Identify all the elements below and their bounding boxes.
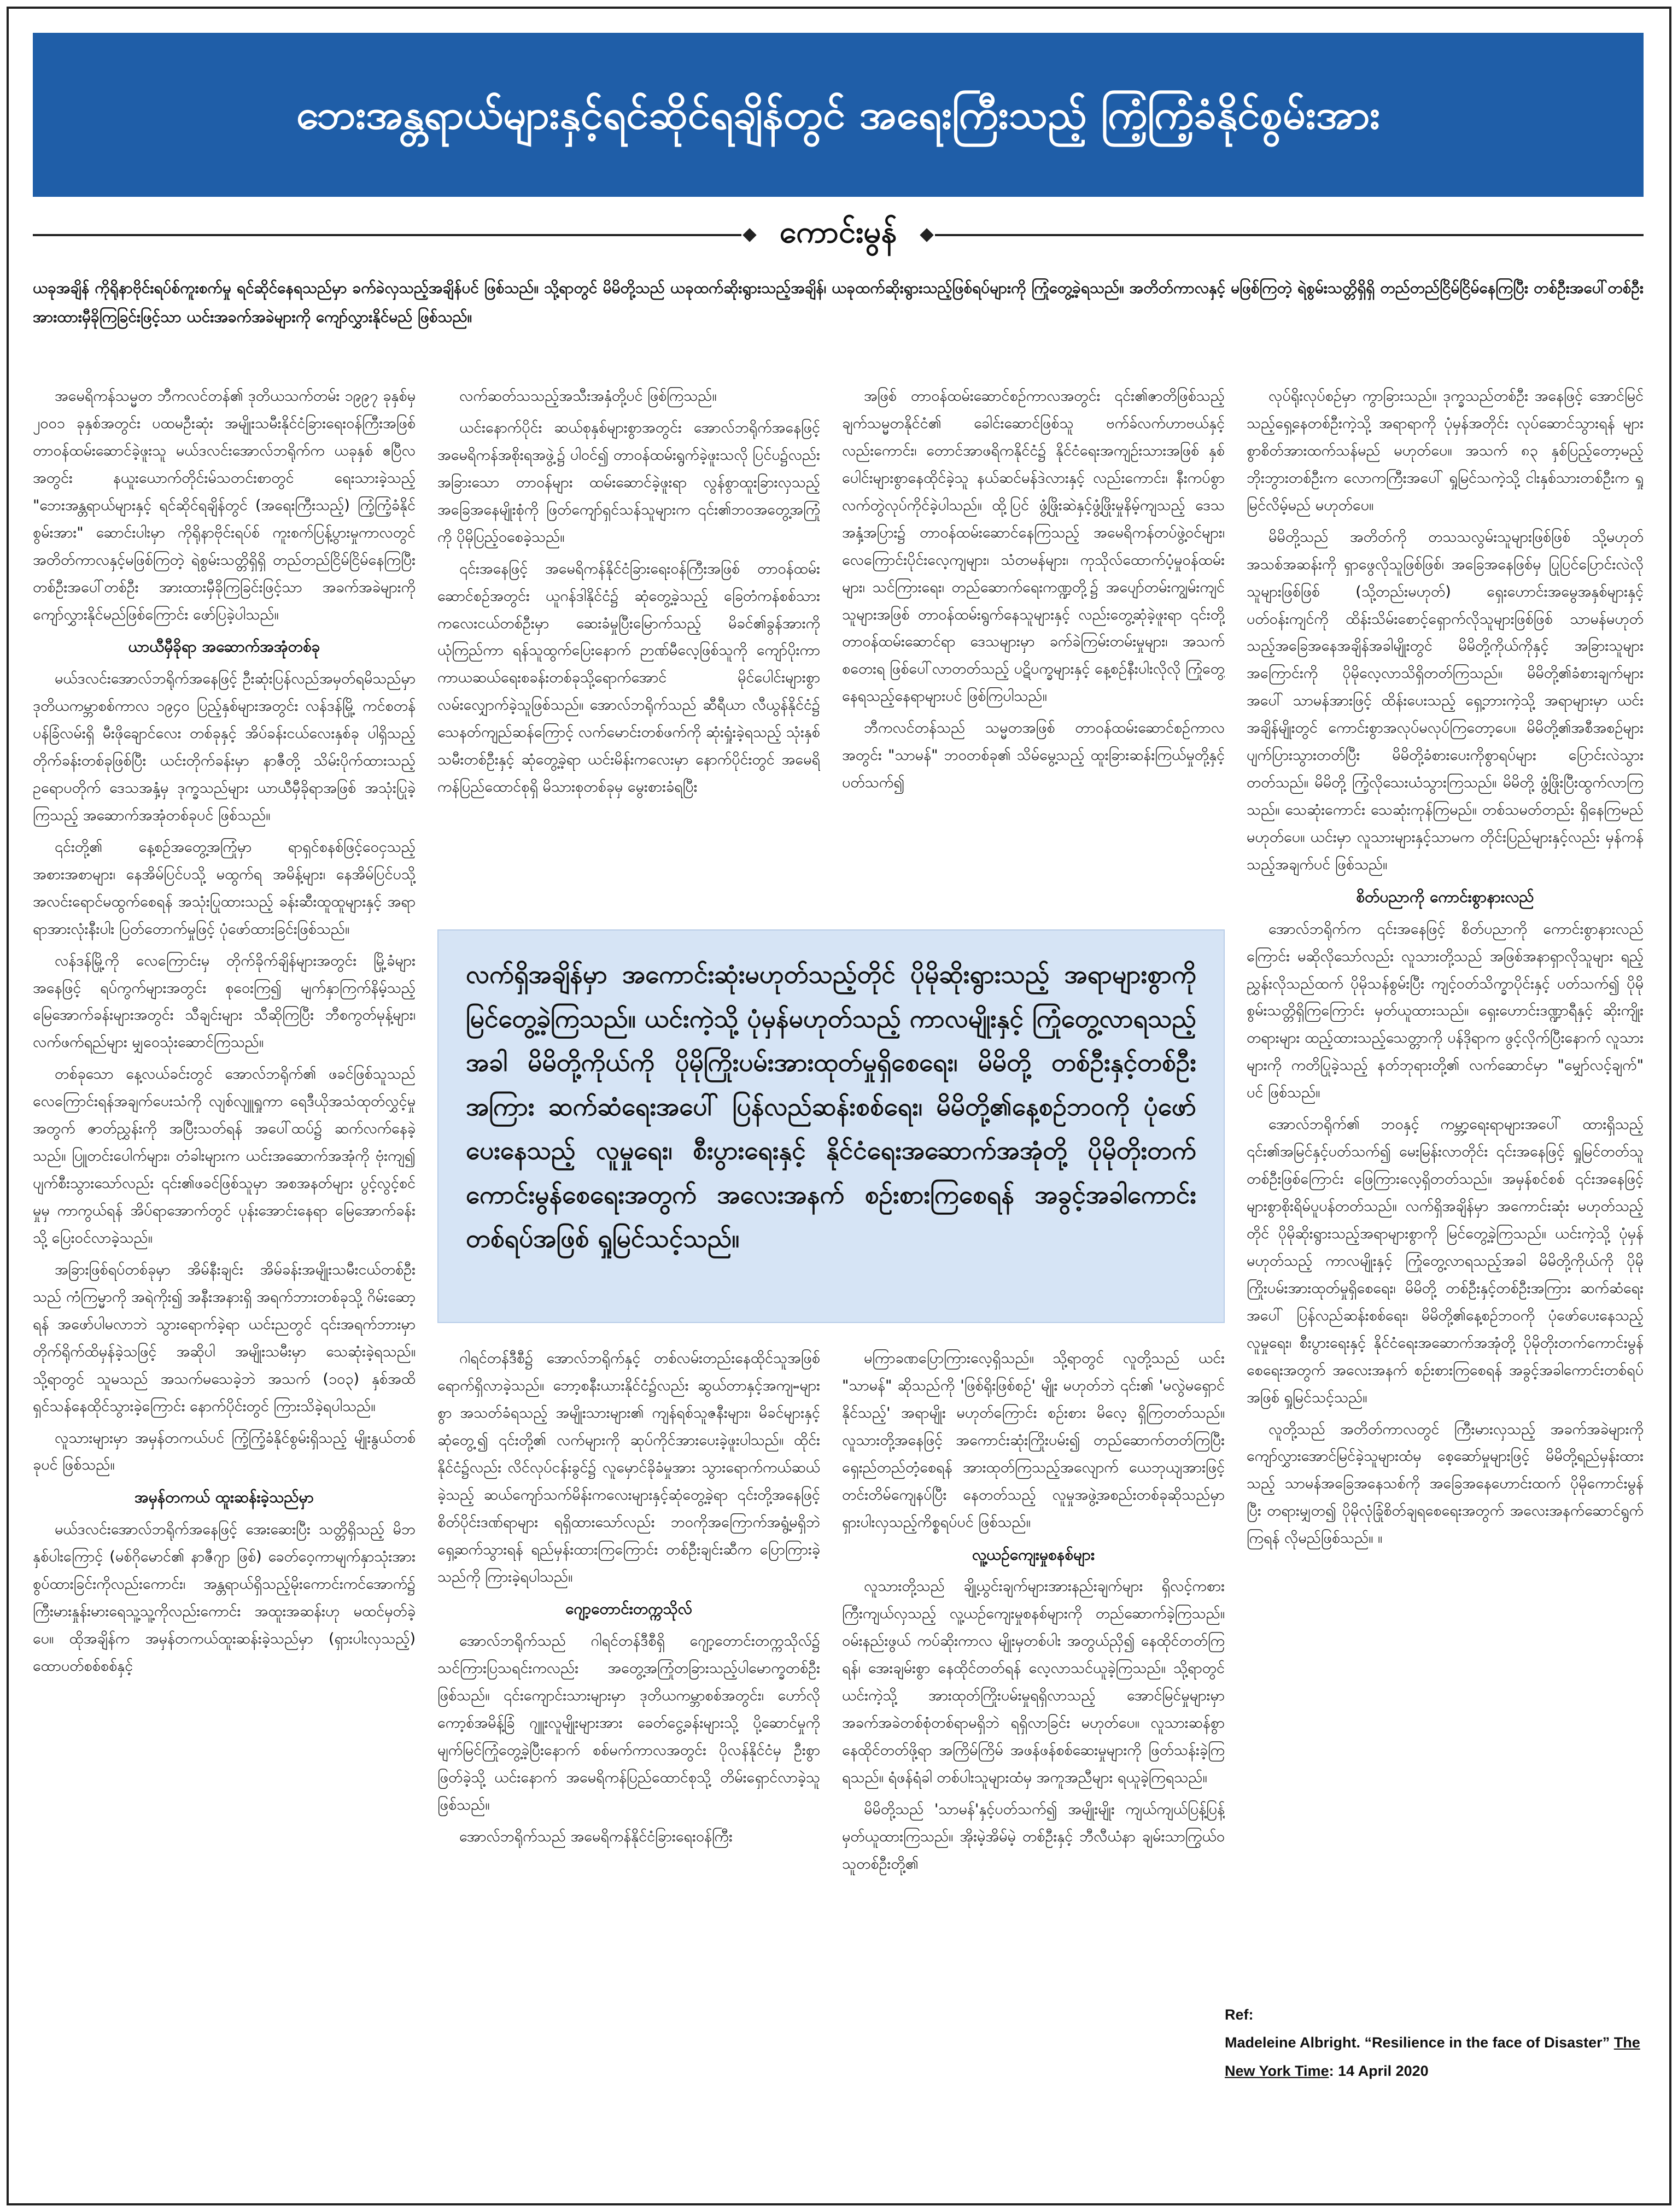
body-paragraph: လုပ်ရိုးလုပ်စဉ်မှာ ကွာခြားသည်။ ဒုက္ခသည်တစ်ဦး အနေဖြင့် အောင်မြင်သည့်ရှေ့နေတစ်ဦးကဲ့သို့ အရာရာကို ပုံမှန်အတိုင်း လုပ်ဆောင်သွားရန် များစွာစိတ်အားထက်သန်မည် မဟုတ်ပေ။ အသက် ၈၃ နှစ်ပြည့်တော့မည့် ဘိုးဘွားတစ်ဦးက လောကကြီးအပေါ် ရှုမြင်သကဲ့သို့ ငါးနှစ်သားတစ်ဦးက ရှုမြင်လိမ့်မည် မဟုတ်ပေ။ bbox=[1247, 388, 1644, 514]
divider-line-left bbox=[33, 234, 741, 236]
section-heading: လူ့ယဉ်ကျေးမှုစနစ်များ bbox=[972, 1545, 1095, 1564]
column-5 bbox=[437, 1345, 820, 2187]
author-name: ကောင်းမွန် bbox=[779, 214, 897, 250]
body-paragraph: ၎င်းတို့၏ နေ့စဉ်အတွေ့အကြုံမှာ ရာရှင်စနစ်ဖြင့်ဝေငှသည့် အစားအစာများ၊ နေအိမ်ပြင်ပသို့ မထွက်ရ အမိန့်များ၊ နေအိမ်ပြင်ပသို့ အလင်းရောင်မထွက်စေရန် အသုံးပြုထားသည့် ခန်းဆီးထူထူများနှင့် အရာရာအားလုံးနီးပါး ပြတ်တောက်မှုဖြင့် ပုံဖော်ထားခြင်းဖြစ်သည်။ bbox=[33, 838, 416, 938]
body-paragraph: လူသားတို့သည် ချို့ယွင်းချက်များအားနည်းချက်များ ရှိလင့်ကစား ကြီးကျယ်လှသည့် လူ့ယဉ်ကျေးမှုစနစ်များကို တည်ဆောက်ခဲ့ကြသည်။ ဝမ်းနည်းဖွယ် ကပ်ဆိုးကာလ မျိုးမှတစ်ပါး အတွယ်ညှိ၍ နေထိုင်တတ်ကြရန်၊ အေးချမ်းစွာ နေထိုင်တတ်ရန် လေ့လာသင်ယူခဲ့ကြသည်။ သို့ရာတွင် ယင်းကဲ့သို့ အားထုတ်ကြိုးပမ်းမှုရရှိလာသည့် အောင်မြင်မှုများမှာ အခက်အခဲတစ်စုံတစ်ရာမရှိဘဲ ရရှိလာခြင်း မဟုတ်ပေ။ လူသားဆန်စွာ နေထိုင်တတ်ဖို့ရာ အကြိမ်ကြိမ် အဖန်ဖန်စစ်ဆေးမှုများကို ဖြတ်သန်းခဲ့ကြရသည်။ ရံဖန်ရံခါ တစ်ပါးသူများထံမှ အကူအညီများ ရယူခဲ့ကြရသည်။ bbox=[842, 1578, 1225, 1786]
column-4 bbox=[1247, 383, 1644, 1985]
divider-diamond-right bbox=[920, 228, 934, 242]
body-paragraph: လန်ဒန်မြို့ကို လေကြောင်းမှ တိုက်ခိုက်ချိန်များအတွင်း မြို့ခံများအနေဖြင့် ရပ်ကွက်များအတွင်း စုဝေးကြ၍ မျက်နှာကြက်နိမ့်သည့် မြေအောက်ခန်းများအတွင်း သီချင်းများ သီဆိုကြပြီး ဘီစကွတ်မုန့်များ၊ လက်ဖက်ရည်များ မျှဝေသုံးဆောင်ကြသည်။ bbox=[33, 952, 416, 1051]
column-1 bbox=[33, 383, 416, 2187]
body-paragraph: အဖြစ် တာဝန်ထမ်းဆောင်စဉ်ကာလအတွင်း ၎င်း၏ဇာတိဖြစ်သည့် ချက်သမ္မတနိုင်ငံ၏ ခေါင်းဆောင်ဖြစ်သူ ဗက်ခ်လက်ဟာဗယ်နှင့်လည်းကောင်း၊ တောင်အာဖရိကနိုင်ငံ၌ နိုင်ငံရေးအကျဉ်းသားအဖြစ် နှစ်ပေါင်းများစွာနေထိုင်ခဲ့သူ နယ်ဆင်မန်ဒဲလားနှင့် လည်းကောင်း၊ နီးကပ်စွာ လက်တွဲလုပ်ကိုင်ခဲ့ပါသည်။ ထို့ပြင် ဖွံ့ဖြိုးဆဲနှင့်ဖွံ့ဖြိုးမှုနိမ့်ကျသည့် ဒေသအနှံ့အပြား၌ တာဝန်ထမ်းဆောင်နေကြသည့် အမေရိကန်တပ်ဖွဲ့ဝင်များ၊ လေကြောင်းပိုင်းလေ့ကျများ၊ သံတမန်များ၊ ကုသိုလ်ထောက်ပံ့မှုဝန်ထမ်းများ၊ သင်ကြားရေး၊ တည်ဆောက်ရေးကဏ္ဍတို့၌ အပျော်တမ်းကျွမ်းကျင်သူများအဖြစ် တာဝန်ထမ်းရွက်နေသူများနှင့် လည်းတွေ့ဆုံခဲ့ဖူးရာ ၎င်းတို့တာဝန်ထမ်းဆောင်ရာ ဒေသများမှာ ခက်ခဲကြမ်းတမ်းမှုများ၊ အသက်စတေးရ ဖြစ်ပေါ်လာတတ်သည့် ပဋိပက္ခများနှင့် နေ့စဉ်နီးပါးလိုလို ကြုံတွေ့နေရသည့်နေရာများပင် ဖြစ်ကြပါသည်။ bbox=[842, 388, 1225, 705]
pull-quote: လက်ရှိအချိန်မှာ အကောင်းဆုံးမဟုတ်သည့်တိုင် ပိုမိုဆိုးရွားသည့် အရာများစွာကို မြင်တွေ့ခဲ့ကြသည်။ ယင်းကဲ့သို့ ပုံမှန်မဟုတ်သည့် ကာလမျိုးနှင့် ကြုံတွေ့လာရသည့်အခါ မိမိတို့ကိုယ်ကို ပိုမိုကြိုးပမ်းအားထုတ်မှုရှိစေရေး၊ မိမိတို့ တစ်ဦးနှင့်တစ်ဦးအကြား ဆက်ဆံရေးအပေါ် ပြန်လည်ဆန်းစစ်ရေး၊ မိမိတို့၏နေ့စဉ်ဘဝကို ပုံဖော်ပေးနေသည့် လူမှုရေး၊ စီးပွားရေးနှင့် နိုင်ငံရေးအဆောက်အအုံတို့ ပိုမိုတိုးတက်ကောင်းမွန်စေရေးအတွက် အလေးအနက် စဉ်းစားကြစေရန် အခွင့်အခါကောင်းတစ်ရပ်အဖြစ် ရှုမြင်သင့်သည်။ bbox=[437, 929, 1225, 1323]
body-paragraph: ၎င်းအနေဖြင့် အမေရိကန်နိုင်ငံခြားရေးဝန်ကြီးအဖြစ် တာဝန်ထမ်းဆောင်စဉ်အတွင်း ယူဂန်ဒါနိုင်ငံ၌ ဆုံတွေ့ခဲ့သည့် ခြေတံကန်စစ်သားကလေးငယ်တစ်ဦးမှာ ဆေးခံမှုပြီးမြောက်သည့် မိခင်၏ခွန်အားကိုယုံကြည်ကာ ရန်သူထွက်ပြေးနောက် ဉာဏ်မီလေ့ဖြစ်သူကို ကျော်ပိုးကာ ကာယဆယ်ရေးစခန်းတစ်ခုသို့ရောက်အောင် မိုင်ပေါင်းများစွာ လမ်းလျှောက်ခဲ့သူဖြစ်သည်။ အောလ်ဘရိုက်သည် ဆီရီယာ လီယွန်နိုင်ငံ၌ သေနတ်ကျည်ဆန်ကြောင့် လက်မောင်းတစ်ဖက်ကို ဆုံးရှုံးခဲ့ရသည့် သုံးနှစ်သမီးတစ်ဦးနှင့် ဆုံတွေ့ခဲ့ရာ ယင်းမိန်းကလေးမှာ နောက်ပိုင်းတွင် အမေရိကန်ပြည်ထောင်စုရှိ မိသားစုတစ်ခုမှ မွေးစားခံရပြီး bbox=[437, 560, 820, 796]
section-heading: စိတ်ပညာကို ကောင်းစွာနားလည် bbox=[1356, 887, 1534, 906]
body-paragraph: လူသားများမှာ အမှန်တကယ်ပင် ကြံ့ကြံ့ခံနိုင်စွမ်းရှိသည့် မျိုးနွယ်တစ်ခုပင် ဖြစ်သည်။ bbox=[33, 1429, 416, 1474]
body-paragraph: အောလ်ဘရိုက်သည် အမေရိကန်နိုင်ငံခြားရေးဝန်ကြီး bbox=[459, 1828, 733, 1845]
divider-line-right bbox=[935, 234, 1644, 236]
body-paragraph: ဘီကလင်တန်သည် သမ္မတအဖြစ် တာဝန်ထမ်းဆောင်စဉ်ကာလအတွင်း "သာမန်" ဘဝတစ်ခု၏ သိမ်မွေ့သည့် ထူးခြားဆန်းကြယ်မှုတို့နှင့် ပတ်သက်၍ bbox=[842, 719, 1225, 792]
body-paragraph: လူတို့သည် အတိတ်ကာလတွင် ကြီးမားလှသည့် အခက်အခဲများကို ကျော်လွှားအောင်မြင်ခဲ့သူများထံမှ စေ့ဆော်မှုများဖြင့် မိမိတို့ရည်မှန်းထားသည့် သာမန်အခြေအနေသစ်ကို အခြေအနေဟောင်းထက် ပိုမိုကောင်းမွန်ပြီး တရားမျှတ၍ ပိုမိုလုံခြုံစိတ်ချရစေရေးအတွက် အလေးအနက်ဆောင်ရွက်ကြရန် လိုမည်ဖြစ်သည်။ ။ bbox=[1247, 1420, 1644, 1547]
body-paragraph: မယ်ဒလင်းအောလ်ဘရိုက်အနေဖြင့် ဦးဆုံးပြန်လည်အမှတ်ရမိသည်မှာ ဒုတိယကမ္ဘာစစ်ကာလ ၁၉၄၀ ပြည့်နှစ်များအတွင်း လန်ဒန်မြို့ ကင်စတန်ပန်ခြံလမ်းရှိ မီးဖိုချောင်လေး တစ်ခုနှင့် အိပ်ခန်းငယ်လေးနှစ်ခု ပါရှိသည့် တိုက်ခန်းတစ်ခုဖြစ်ပြီး ယင်းတိုက်ခန်းမှာ နာဇီတို့ သိမ်းပိုက်ထားသည့် ဥရောပတိုက် ဒေသအနှံ့မှ ဒုက္ခသည်များ ယာယီမှီခိုရာအဖြစ် အသုံးပြုခဲ့ကြသည့် အဆောက်အအုံတစ်ခုပင် ဖြစ်သည်။ bbox=[33, 670, 416, 824]
section-heading: အမှန်တကယ် ထူးဆန်းခဲ့သည်မှာ bbox=[134, 1488, 314, 1507]
reference-block bbox=[1225, 2001, 1651, 2187]
section-heading: ဂျော့တောင်းတက္ကသိုလ် bbox=[565, 1600, 692, 1618]
body-paragraph: အောလ်ဘရိုက်က ၎င်းအနေဖြင့် စိတ်ပညာကို ကောင်းစွာနားလည်ကြောင်း မဆိုလိုသော်လည်း လူသားတို့သည် အဖြစ်အနာရှာလိုသူများ ရည့်ညွှန်းလိုသည်ထက် ပိုမိုသန်စွမ်းပြီး ကျင့်ဝတ်သိက္ခာပိုင်းနှင့် ပတ်သက်၍ ပိုမိုစွမ်းသတ္တိရှိကြကြောင်း မှတ်ယူထားသည်။ ရှေးဟောင်းဒဏ္ဍာရီနှင့် ဆိုးကျိုးတရားများ ထည့်ထားသည့်သေတ္တာကို ပန်ဒိုရာက ဖွင့်လိုက်ပြီးနောက် လူသားများကို ကတိပြုခဲ့သည့် နတ်ဘုရားတို့၏ လက်ဆောင်မှာ "မျှော်လင့်ချက်" ပင် ဖြစ်သည်။ bbox=[1247, 920, 1644, 1102]
body-paragraph: အောလ်ဘရိုက်၏ ဘဝနှင့် ကမ္ဘာ့ရေးရာများအပေါ် ထားရှိသည့် ၎င်း၏အမြင်နှင့်ပတ်သက်၍ မေးမြန်းလာတိုင်း ၎င်းအနေဖြင့် ရှုမြင်တတ်သူတစ်ဦးဖြစ်ကြောင်း ဖြေကြားလေ့ရှိတတ်သည်။ အမှန်စင်စစ် ၎င်းအနေဖြင့် များစွာစိုးရိမ်ပူပန်တတ်သည်။ လက်ရှိအချိန်မှာ အကောင်းဆုံး မဟုတ်သည့်တိုင် ပိုမိုဆိုးရွားသည့်အရာများစွာကို မြင်တွေ့ခဲ့ကြသည်။ ယင်းကဲ့သို့ ပုံမှန်မဟုတ်သည့် ကာလမျိုးနှင့် ကြုံတွေ့လာရသည့်အခါ မိမိတို့ကိုယ်ကို ပိုမိုကြိုးပမ်းအားထုတ်မှုရှိစေရေး၊ မိမိတို့ တစ်ဦးနှင့်တစ်ဦးအကြား ဆက်ဆံရေးအပေါ် ပြန်လည်ဆန်းစစ်ရေး၊ မိမိတို့၏နေ့စဉ်ဘဝကို ပုံဖော်ပေးနေသည့် လူမှုရေး၊ စီးပွားရေးနှင့် နိုင်ငံရေးအဆောက်အအုံတို့ ပိုမိုတိုးတက်ကောင်းမွန်စေရေးအတွက် အလေးအနက် စဉ်းစားကြစေရန် အခွင့်အခါကောင်းတစ်ရပ်အဖြစ် ရှုမြင်သင့်သည်။ bbox=[1247, 1116, 1644, 1406]
reference-citation bbox=[1225, 2029, 1651, 2085]
body-paragraph: လက်ဆတ်သသည့်အသီးအနှံတို့ပင် ဖြစ်ကြသည်။ bbox=[459, 388, 717, 405]
reference-publication: The New York Time bbox=[1225, 2034, 1640, 2079]
reference-source: Madeleine Albright. “Resilience in the face of Disaster” bbox=[1225, 2034, 1610, 2051]
divider-diamond-left bbox=[742, 228, 756, 242]
column-3 bbox=[842, 383, 1225, 908]
body-paragraph: ယင်းနောက်ပိုင်း ဆယ်စုနှစ်များစွာအတွင်း အောလ်ဘရိုက်အနေဖြင့် အမေရိကန်အစိုးရအဖွဲ့၌ ပါဝင်၍ တာဝန်ထမ်းရွက်ခဲ့ဖူးသလို ပြင်ပ၌လည်း အခြားသော တာဝန်များ ထမ်းဆောင်ခဲ့ဖူးရာ လွန်စွာထူးခြားလှသည့် အခြေအနေမျိုးစုံကို ဖြတ်ကျော်ရှင်သန်သူများက ၎င်း၏ဘဝအတွေ့အကြုံကို ပိုမိုပြည့်ဝစေခဲ့သည်။ bbox=[437, 419, 820, 546]
article-title: ဘေးအန္တရာယ်များနှင့်ရင်ဆိုင်ရချိန်တွင် အရေးကြီးသည့် ကြံ့ကြံ့ခံနိုင်စွမ်းအား bbox=[296, 91, 1381, 138]
section-heading: ယာယီမှီခိုရာ အဆောက်အအုံတစ်ခု bbox=[128, 637, 320, 656]
body-paragraph: အမေရိကန်သမ္မတ ဘီကလင်တန်၏ ဒုတိယသက်တမ်း ၁၉၉၇ ခုနှစ်မှ ၂၀၀၁ ခုနှစ်အတွင်း ပထမဦးဆုံး အမျိုးသမီးနိုင်ငံခြားရေးဝန်ကြီးအဖြစ် တာဝန်ထမ်းဆောင်ခဲ့ဖူးသူ မယ်ဒလင်းအောလ်ဘရိုက်က ယခုနှစ် ဧပြီလအတွင်း နယူးယောက်တိုင်းမ်သတင်းစာတွင် ရေးသားခဲ့သည့် "ဘေးအန္တရာယ်များနှင့် ရင်ဆိုင်ရချိန်တွင် (အရေးကြီးသည့်) ကြံ့ကြံ့ခံနိုင်စွမ်းအား" ဆောင်းပါးမှာ ကိုရိုနာဗိုင်းရပ်စ် ကူးစက်ပြန့်ပွားမှုကာလတွင် အတိတ်ကာလနှင့်မဖြစ်ကြတဲ့ ရဲစွမ်းသတ္တိရှိရှိ တည်တည်ငြိမ်ငြိမ်နေကြပြီး တစ်ဦးအပေါ်တစ်ဦး အားထားမှီခိုကြခြင်းဖြင့်သာ အခက်အခဲများကို ကျော်လွှားနိုင်မည်ဖြစ်ကြောင်း ဖော်ပြခဲ့ပါသည်။ bbox=[33, 388, 416, 623]
author-divider bbox=[33, 205, 1644, 265]
column-2 bbox=[437, 383, 820, 908]
body-paragraph: မယ်ဒလင်းအောလ်ဘရိုက်အနေဖြင့် အေးဆေးပြီး သတ္တိရှိသည့် မိဘနှစ်ပါးကြောင့် (မစ်ဂိုမောင်၏ နာဇီဂျာ ဖြစ်) ခေတ်ဝေ့ကာမျက်နှာသုံးအား စွပ်ထားခြင်းကိုလည်းကောင်း၊ အန္တရာယ်ရှိသည့်မိုးကောင်းကင်အောက်၌ ကြီးမားနှုန်းမားရေသူ့သူ့ကိုလည်းကောင်း အထူးအဆန်းဟု မထင်မှတ်ခဲ့ပေ။ ထိုအချိန်က အမှန်တကယ်ထူးဆန်းခဲ့သည်မှာ (ရှားပါးလှသည့်) ထောပတ်စစ်စစ်နှင့် bbox=[33, 1521, 416, 1675]
intro-paragraph: ယခုအချိန် ကိုရိုနာဗိုင်းရပ်စ်ကူးစက်မှု ရင်ဆိုင်နေရသည်မှာ ခက်ခဲလှသည့်အချိန်ပင် ဖြစ်သည်။ သို့ရာတွင် မိမိတို့သည် ယခုထက်ဆိုးရွားသည့်အချိန်၊ ယခုထက်ဆိုးရွားသည့်ဖြစ်ရပ်များကို ကြုံတွေ့ခဲ့ရသည်။ အတိတ်ကာလနှင့် မဖြစ်ကြတဲ့ ရဲစွမ်းသတ္တိရှိရှိ တည်တည်ငြိမ်ငြိမ်နေကြပြီး တစ်ဦးအပေါ်တစ်ဦး အားထားမှီခိုကြခြင်းဖြင့်သာ ယင်းအခက်အခဲများကို ကျော်လွှားနိုင်မည် ဖြစ်သည်။ bbox=[33, 279, 1644, 326]
body-paragraph: မိမိတို့သည် 'သာမန်'နှင့်ပတ်သက်၍ အမျိုးမျိုး ကျယ်ကျယ်ပြန့်ပြန့် မှတ်ယူထားကြသည်။ အိုးမဲ့အိမ်မဲ့ တစ်ဦးနှင့် ဘီလီယံနာ ချမ်းသာကြွယ်ဝသူတစ်ဦးတို့၏ bbox=[842, 1800, 1225, 1872]
body-paragraph: အခြားဖြစ်ရပ်တစ်ခုမှာ အိမ်နီးချင်း အိမ်ခန်းအမျိုးသမီးငယ်တစ်ဦးသည် ကံကြမ္မာကို အရဲကိုး၍ အနီးအနားရှိ အရက်ဘားတစ်ခုသို့ ဂိမ်းဆော့ရန် အဖော်ပါမလာဘဲ သွားရောက်ခဲ့ရာ ယင်းညတွင် ၎င်းအရက်ဘားမှာ တိုက်ရိုက်ထိမှန်ခဲ့သဖြင့် အဆိုပါ အမျိုးသမီးမှာ သေဆုံးခဲ့ရသည်။ သို့ရာတွင် သူမသည် အသက်မသေခဲ့ဘဲ အသက် (၁၀၃) နှစ်အထိ ရှင်သန်နေထိုင်သွားခဲ့ကြောင်း နောက်ပိုင်းတွင် ကြားသိခဲ့ရပါသည်။ bbox=[33, 1261, 416, 1415]
body-paragraph: မကြာခဏပြောကြားလေ့ရှိသည်။ သို့ရာတွင် လူတို့သည် ယင်း "သာမန်" ဆိုသည်ကို 'ဖြစ်ရိုးဖြစ်စဉ်' မျိုး မဟုတ်ဘဲ ၎င်း၏ 'မလွဲမရှောင်နိုင်သည့်' အရာမျိုး မဟုတ်ကြောင်း စဉ်းစား မိလေ့ ရှိကြတတ်သည်။ လူသားတို့အနေဖြင့် အကောင်းဆုံးကြိုးပမ်း၍ တည်ဆောက်တတ်ကြပြီး ရှေးည်တည်တံ့စေရန် အားထုတ်ကြသည့်အလျောက် ယေဘုယျအားဖြင့် တင်းတိမ်ကျေနပ်ပြီး နေတတ်သည့် လူမှုအဖွဲ့အစည်းတစ်ခုဆိုသည်မှာ ရှားပါးလှသည့်ကိစ္စရပ်ပင် ဖြစ်သည်။ bbox=[842, 1350, 1225, 1531]
body-paragraph: တစ်ခုသော နေ့လယ်ခင်းတွင် အောလ်ဘရိုက်၏ ဖခင်ဖြစ်သူသည် လေကြောင်းရန်အချက်ပေးသံကို လျစ်လျူရှုကာ ရေဒီယိုအသံထုတ်လွှင့်မှုအတွက် ဇာတ်ညွှန်းကို အပြီးသတ်ရန် အပေါ်ထပ်၌ ဆက်လက်နေခဲ့သည်။ ပြူတင်းပေါက်များ၊ တံခါးများက ယင်းအဆောက်အအုံကို ဗုံးကျ၍ ပျက်စီးသွားသော်လည်း ၎င်း၏ဖခင်ဖြစ်သူမှာ အစအနတ်များ ပွင့်လွင့်စင်မှုမှ ကာကွယ်ရန် အိပ်ရာအောက်တွင် ပုန်းအောင်းနေရာ မြေအောက်ခန်းသို့ ပြေးဝင်လာခဲ့သည်။ bbox=[33, 1066, 416, 1247]
body-paragraph: အောလ်ဘရိုက်သည် ဂါရင်တန်ဒီစီရှိ ဂျော့တောင်းတက္ကသိုလ်၌ သင်ကြားပြသရင်းကလည်း အတွေ့အကြုံတခြားသည့်ပါမောက္ခတစ်ဦးဖြစ်သည်။ ၎င်းကျောင်းသားများမှာ ဒုတိယကမ္ဘာစစ်အတွင်း၊ ဟော်လိုကော့စ်အမိန့်ခြံ ဂျူးလူမျိုးများအား ခေတ်ငွေ့ခန်းများသို့ ပို့ဆောင်မှုကို မျက်မြင်ကြုံတွေ့ခဲ့ပြီးနောက် စစ်မက်ကာလအတွင်း ပိုလန်နိုင်ငံမှ ဦးစွာဖြတ်ခဲ့သို့ ယင်းနောက် အမေရိကန်ပြည်ထောင်စုသို့ တိမ်းရှောင်လာခဲ့သူ ဖြစ်သည်။ bbox=[437, 1632, 820, 1813]
column-6 bbox=[842, 1345, 1225, 2187]
reference-date: : 14 April 2020 bbox=[1329, 2062, 1429, 2079]
body-paragraph: မိမိတို့သည် အတိတ်ကို တသသလွမ်းသူများဖြစ်ဖြစ် သို့မဟုတ် အသစ်အဆန်းကို ရှာဖွေလိုသူဖြစ်ဖြစ်၊ အခြေအနေဖြစ်မှ ပြုပြင်ပြောင်းလဲလိုသူများဖြစ်ဖြစ် (သို့တည်းမဟုတ်) ရှေးဟောင်းအမွေအနှစ်များနှင့် ပတ်ဝန်းကျင်ကို ထိန်းသိမ်းစောင့်ရှောက်လိုသူများဖြစ်ဖြစ် သာမန်မဟုတ်သည့်အခြေအနေအချိန်အခါမျိုးတွင် မိမိတို့ကိုယ်ကိုနှင့် အခြားသူများအကြောင်းကို ပိုမိုလေ့လာသိရှိတတ်ကြသည်။ မိမိတို့၏ခံစားချက်များ အပေါ် သာမန်အားဖြင့် ထိန်းပေးသည့် ရှေ့ဘားကဲ့သို့ အရာများမှာ ယင်းအချိန်မျိုးတွင် ကောင်းစွာအလုပ်မလုပ်ကြတော့ပေ။ မိမိတို့၏အစီအစဉ်များ ပျက်ပြားသွားတတ်ပြီး မိမိတို့ခံစားပေးကိုစွာရပ်များ ပြောင်းလဲသွားတတ်သည်။ မိမိတို့ ကြံ့လိုသေးယံသွားကြသည်။ မိမိတို့ ဖွံ့ဖြိုးပြီးထွက်လာကြသည်။ သေဆုံးကောင်း သေဆုံးကုန်ကြမည်။ တစ်သမတ်တည်း ရှိနေကြမည် မဟုတ်ပေ။ ယင်းမှာ လူသားများနှင့်သာမက တိုင်းပြည်များနှင့်လည်း မှန်ကန်သည့်အချက်ပင် ဖြစ်သည်။ bbox=[1247, 528, 1644, 873]
reference-label: Ref: bbox=[1225, 2006, 1254, 2023]
title-banner bbox=[33, 33, 1644, 197]
body-paragraph: ဂါရင်တန်ဒီစီ၌ အောလ်ဘရိုက်နှင့် တစ်လမ်းတည်းနေထိုင်သူအဖြစ် ရောက်ရှိလာခဲ့သည်။ ဘော့စနီးယားနိုင်ငံ၌လည်း ဆွယ်တာနှင့်အကျႌများစွာ အသတ်ခံရသည့် အမျိုးသားများ၏ ကျန်ရစ်သူဇနီးများ၊ မိခင်များနှင့်ဆုံတွေ့၍ ၎င်းတို့၏ လက်များကို ဆုပ်ကိုင်အားပေးခဲ့ဖူးပါသည်။ ထိုင်းနိုင်ငံ၌လည်း လိင်လုပ်ငန်းခွင်၌ လူမှောင်ခိုခံမှုအား သွားရောက်ကယ်ဆယ်ခဲ့သည့် ဆယ်ကျော်သက်မိန်းကလေးများနှင့်ဆုံတွေ့ခဲ့ရာ ၎င်းတို့အနေဖြင့် စိတ်ပိုင်းဒဏ်ရာများ ရရှိထားသော်လည်း ဘဝကိုအကြောက်အရွံ့မရှိဘဲ ရှေ့ဆက်သွားရန် ရည်မှန်းထားကြကြောင်း တစ်ဦးချင်းဆီက ပြောကြားခဲ့သည်ကို ကြားခဲ့ရပါသည်။ bbox=[437, 1350, 820, 1585]
